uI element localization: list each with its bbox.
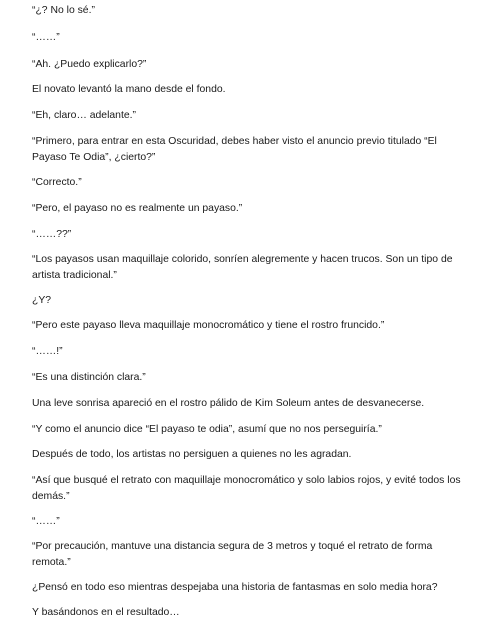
paragraph: “Ah. ¿Puedo explicarlo?” [32,59,147,70]
paragraph: ¿Y? [32,295,52,306]
paragraph: “……??” [32,229,72,240]
paragraph: “¿? No lo sé.” [32,5,95,16]
paragraph: Y basándonos en el resultado… [32,607,180,618]
paragraph: “Primero, para entrar en esta Oscuridad, debes haber visto el anuncio previo titulado “El Payaso Te Odia”, ¿cierto?” [32,136,437,163]
paragraph: “……” [32,32,60,43]
paragraph: Una leve sonrisa apareció en el rostro pálido de Kim Soleum antes de desvanecerse. [32,398,425,409]
paragraph: “Así que busqué el retrato con maquillaje monocromático y solo labios rojos, y evité todos los demás.” [32,475,461,502]
paragraph: “Pero este payaso lleva maquillaje monocromático y tiene el rostro fruncido.” [32,320,385,331]
paragraph: “Y como el anuncio dice “El payaso te odia”, asumí que no nos perseguiría.” [32,424,382,435]
paragraph: El novato levantó la mano desde el fondo. [32,84,226,95]
paragraph: “Es una distinción clara.” [32,372,146,383]
paragraph: “……” [32,516,60,527]
paragraph: ¿Pensó en todo eso mientras despejaba una historia de fantasmas en solo media hora? [32,582,438,593]
paragraph: “Pero, el payaso no es realmente un payaso.” [32,203,243,214]
paragraph: “Por precaución, mantuve una distancia segura de 3 metros y toqué el retrato de forma remota.” [32,541,433,568]
paragraph: “……!” [32,346,63,357]
paragraph: “Los payasos usan maquillaje colorido, sonríen alegremente y hacen trucos. Son un tipo de artista tradicional.” [32,254,453,281]
paragraph: “Eh, claro… adelante.” [32,110,136,121]
paragraph: Después de todo, los artistas no persiguen a quienes no les agradan. [32,449,352,460]
paragraph: “Correcto.” [32,177,82,188]
